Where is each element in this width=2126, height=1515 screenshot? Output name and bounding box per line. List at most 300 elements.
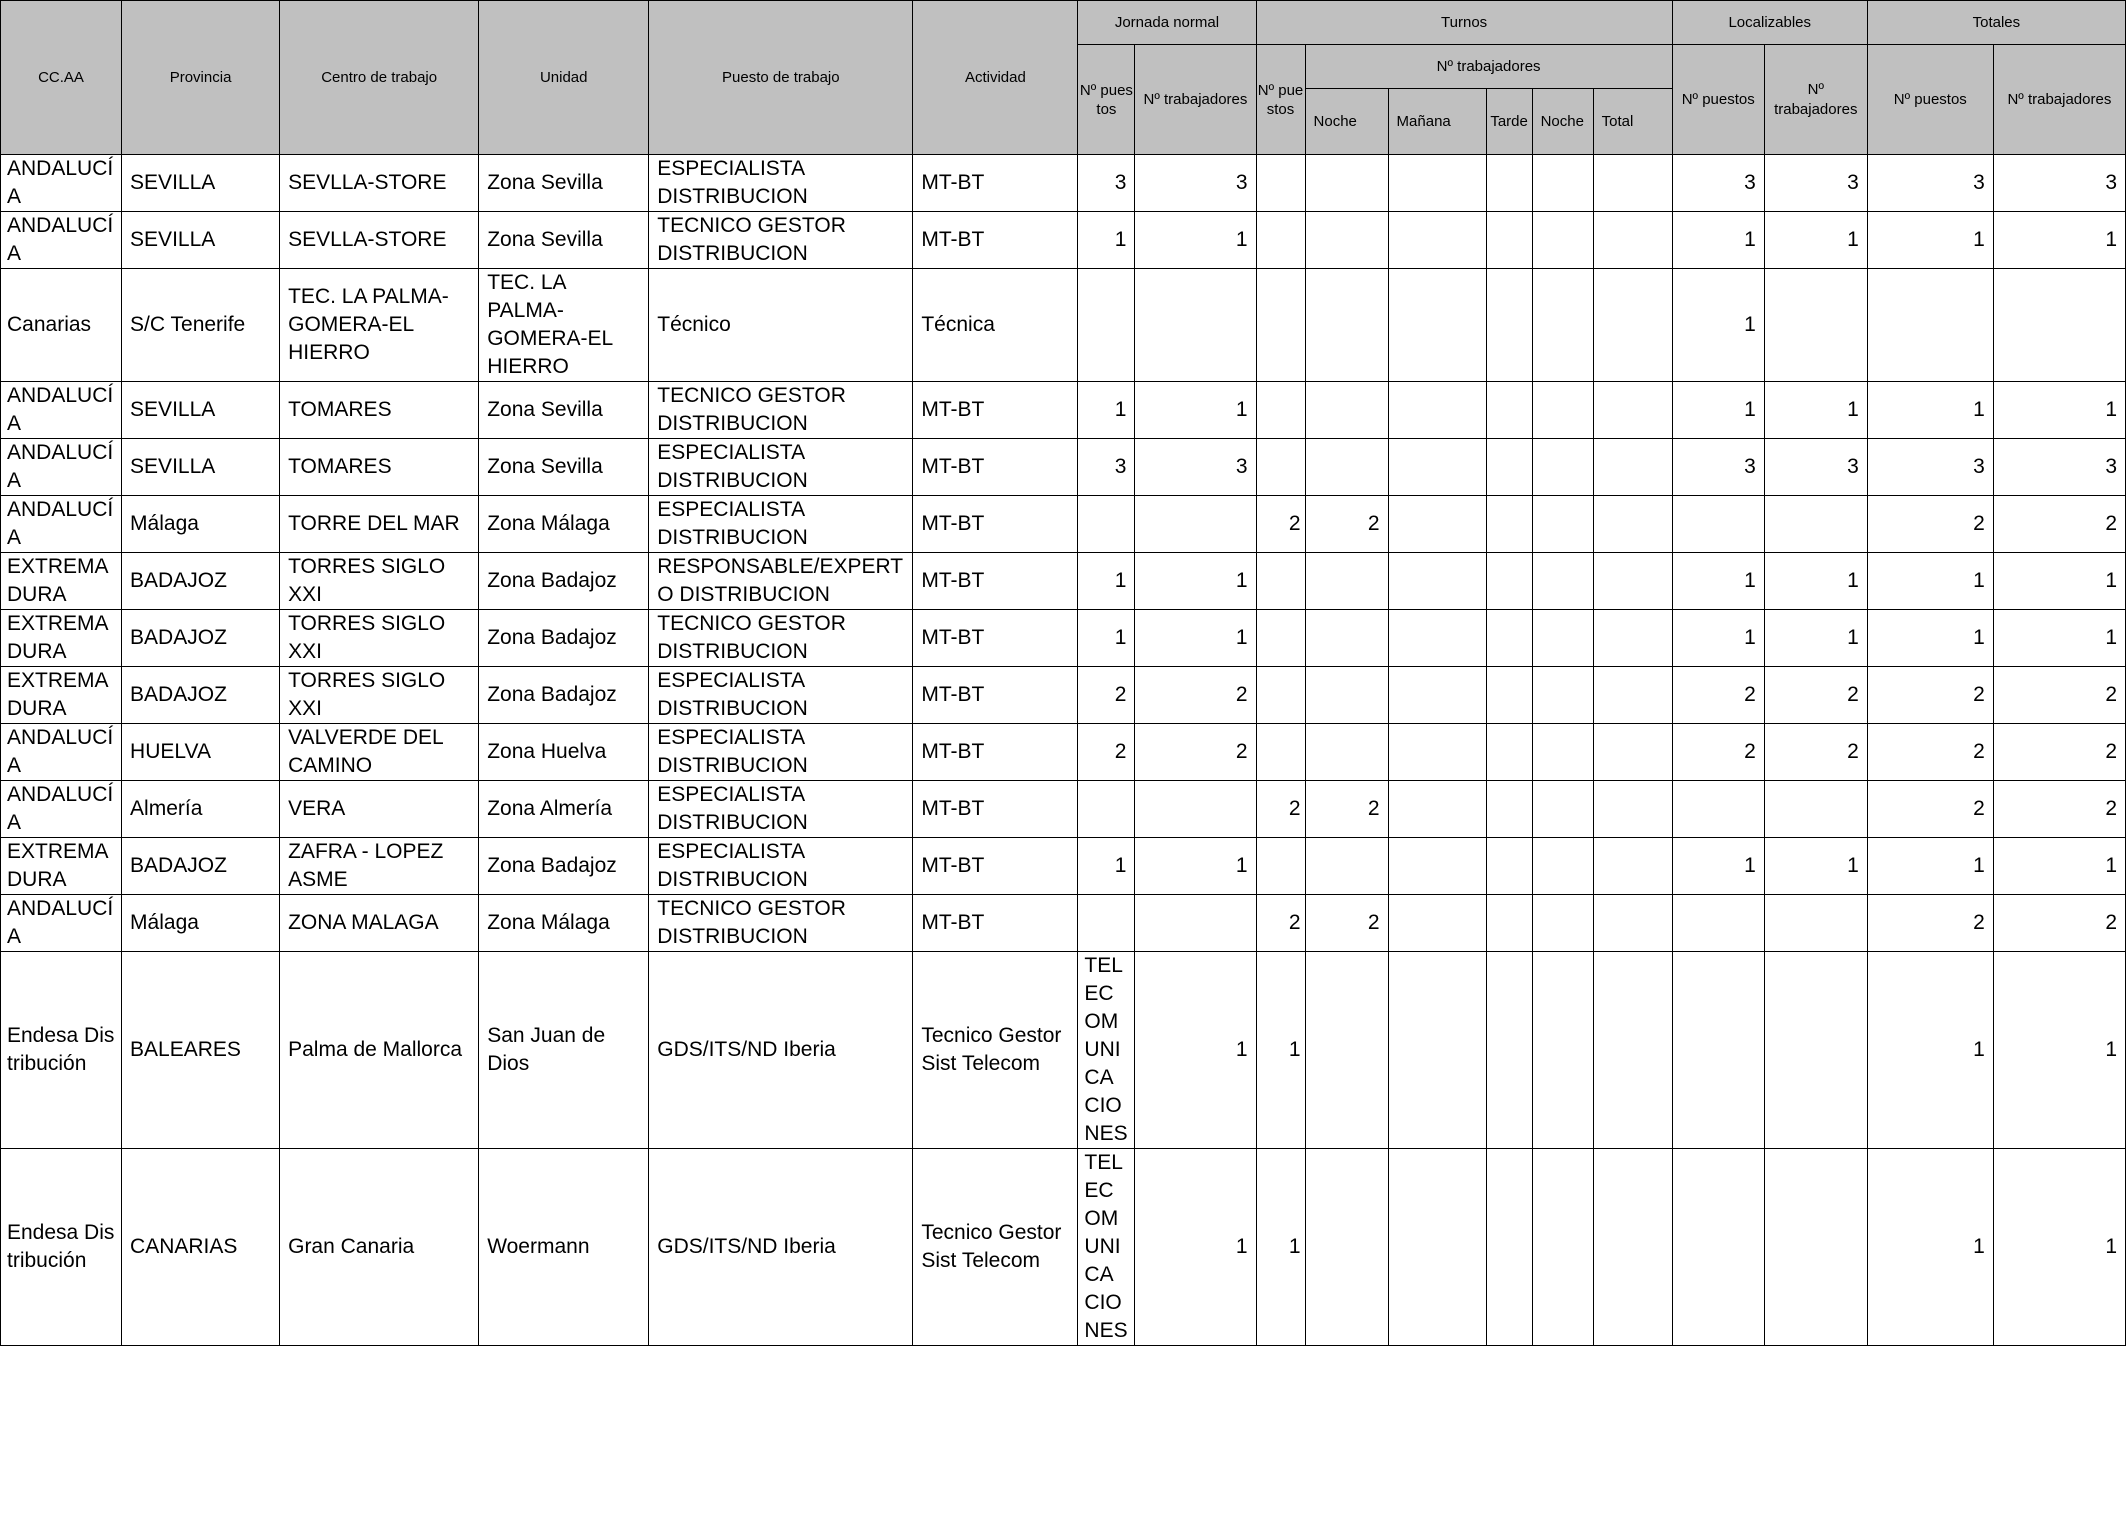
cell-turnos-puestos [1256,212,1305,269]
cell-actividad: MT-BT [913,553,1078,610]
cell-jn-puestos: TELECOMUNICACIONES [1078,1149,1135,1346]
cell-turnos-manana [1388,838,1486,895]
cell-turnos-noche-2 [1532,439,1593,496]
cell-turnos-noche [1305,553,1388,610]
cell-turnos-noche-2 [1532,382,1593,439]
table-row [1,838,2126,895]
cell-loc-puestos: 1 [1672,382,1764,439]
cell-loc-trabajadores [1764,781,1867,838]
header-tarde: Tarde [1486,89,1532,155]
cell-tot-puestos: 2 [1867,724,1993,781]
cell-tot-trabajadores: 1 [1993,212,2125,269]
cell-loc-trabajadores: 3 [1764,439,1867,496]
cell-loc-puestos: 1 [1672,269,1764,382]
cell-turnos-noche-2 [1532,269,1593,382]
cell-turnos-noche-2 [1532,496,1593,553]
cell-tot-puestos: 1 [1867,838,1993,895]
header-jornada-normal: Jornada normal [1078,1,1256,45]
cell-turnos-noche [1305,838,1388,895]
cell-turnos-tarde [1486,1149,1532,1346]
cell-turnos-manana [1388,667,1486,724]
cell-tot-trabajadores [1993,269,2125,382]
cell-unidad: Zona Sevilla [479,382,649,439]
table-body [1,155,2126,1346]
cell-turnos-noche-2 [1532,667,1593,724]
cell-centro: TEC. LA PALMA-GOMERA-EL HIERRO [280,269,479,382]
cell-loc-trabajadores [1764,496,1867,553]
cell-turnos-manana [1388,781,1486,838]
cell-turnos-tarde [1486,610,1532,667]
header-total: Total [1593,89,1672,155]
cell-turnos-puestos: 2 [1256,781,1305,838]
cell-actividad: MT-BT [913,895,1078,952]
cell-ccaa: EXTREMADURA [1,838,122,895]
cell-unidad: Zona Badajoz [479,838,649,895]
header-noche: Noche [1305,89,1388,155]
table-row [1,382,2126,439]
cell-tot-trabajadores: 2 [1993,724,2125,781]
cell-turnos-noche [1305,724,1388,781]
cell-loc-puestos: 1 [1672,553,1764,610]
header-noche-2: Noche [1532,89,1593,155]
cell-actividad: MT-BT [913,838,1078,895]
table-row [1,781,2126,838]
cell-puesto: ESPECIALISTA DISTRIBUCION [649,667,913,724]
cell-provincia: BADAJOZ [122,610,280,667]
cell-ccaa: ANDALUCÍA [1,155,122,212]
cell-turnos-total [1593,895,1672,952]
cell-centro: TOMARES [280,382,479,439]
cell-turnos-noche [1305,610,1388,667]
table-row [1,439,2126,496]
table-row [1,610,2126,667]
cell-provincia: HUELVA [122,724,280,781]
cell-loc-trabajadores [1764,952,1867,1149]
cell-jn-trabajadores: 1 [1135,212,1256,269]
header-puesto: Puesto de trabajo [649,1,913,155]
cell-jn-puestos: 1 [1078,382,1135,439]
cell-actividad: MT-BT [913,439,1078,496]
table-row [1,895,2126,952]
cell-turnos-noche-2 [1532,724,1593,781]
cell-turnos-tarde [1486,952,1532,1149]
cell-jn-trabajadores: 2 [1135,724,1256,781]
cell-loc-trabajadores: 1 [1764,838,1867,895]
cell-ccaa: ANDALUCÍA [1,781,122,838]
cell-turnos-total [1593,155,1672,212]
cell-turnos-total [1593,838,1672,895]
cell-jn-trabajadores: 1 [1135,952,1256,1149]
cell-tot-puestos: 2 [1867,667,1993,724]
cell-turnos-manana [1388,553,1486,610]
cell-turnos-total [1593,952,1672,1149]
cell-puesto: ESPECIALISTA DISTRIBUCION [649,155,913,212]
table-row [1,553,2126,610]
cell-provincia: CANARIAS [122,1149,280,1346]
cell-provincia: Málaga [122,496,280,553]
cell-loc-puestos: 2 [1672,667,1764,724]
header-totales: Totales [1867,1,2125,45]
cell-centro: Gran Canaria [280,1149,479,1346]
cell-tot-puestos: 1 [1867,952,1993,1149]
cell-ccaa: EXTREMADURA [1,553,122,610]
table-row [1,1149,2126,1346]
cell-loc-trabajadores: 1 [1764,212,1867,269]
cell-ccaa: ANDALUCÍA [1,382,122,439]
cell-tot-trabajadores: 2 [1993,667,2125,724]
header-manana: Mañana [1388,89,1486,155]
cell-centro: TORRES SIGLO XXI [280,610,479,667]
cell-tot-trabajadores: 2 [1993,496,2125,553]
cell-turnos-noche-2 [1532,155,1593,212]
cell-tot-trabajadores: 1 [1993,1149,2125,1346]
cell-loc-trabajadores: 2 [1764,667,1867,724]
cell-turnos-tarde [1486,724,1532,781]
cell-provincia: BALEARES [122,952,280,1149]
cell-tot-puestos: 3 [1867,439,1993,496]
cell-tot-puestos: 1 [1867,1149,1993,1346]
cell-turnos-tarde [1486,895,1532,952]
cell-actividad: Tecnico Gestor Sist Telecom [913,952,1078,1149]
cell-actividad: MT-BT [913,610,1078,667]
cell-turnos-tarde [1486,155,1532,212]
cell-actividad: Técnica [913,269,1078,382]
cell-jn-trabajadores [1135,269,1256,382]
cell-actividad: MT-BT [913,496,1078,553]
cell-centro: SEVLLA-STORE [280,155,479,212]
cell-turnos-total [1593,496,1672,553]
cell-tot-puestos: 1 [1867,382,1993,439]
cell-actividad: MT-BT [913,724,1078,781]
cell-ccaa: ANDALUCÍA [1,724,122,781]
cell-tot-trabajadores: 2 [1993,781,2125,838]
cell-unidad: Zona Málaga [479,496,649,553]
header-unidad: Unidad [479,1,649,155]
table-row [1,496,2126,553]
table-row [1,667,2126,724]
cell-loc-puestos: 1 [1672,610,1764,667]
header-turnos-trabajadores: Nº trabajadores [1305,45,1672,89]
cell-provincia: SEVILLA [122,212,280,269]
cell-turnos-noche [1305,439,1388,496]
cell-turnos-total [1593,382,1672,439]
cell-ccaa: ANDALUCÍA [1,496,122,553]
header-tot-puestos: Nº puestos [1867,45,1993,155]
cell-turnos-puestos [1256,155,1305,212]
cell-provincia: S/C Tenerife [122,269,280,382]
cell-centro: TORRE DEL MAR [280,496,479,553]
cell-jn-trabajadores: 3 [1135,155,1256,212]
cell-tot-puestos: 2 [1867,895,1993,952]
cell-loc-trabajadores: 1 [1764,610,1867,667]
cell-provincia: Málaga [122,895,280,952]
cell-jn-trabajadores: 1 [1135,553,1256,610]
cell-loc-puestos [1672,895,1764,952]
cell-tot-puestos: 3 [1867,155,1993,212]
cell-turnos-puestos: 2 [1256,895,1305,952]
cell-turnos-manana [1388,155,1486,212]
cell-tot-puestos [1867,269,1993,382]
cell-turnos-noche-2 [1532,781,1593,838]
cell-ccaa: Endesa Distribución [1,1149,122,1346]
cell-turnos-tarde [1486,838,1532,895]
cell-tot-trabajadores: 3 [1993,155,2125,212]
cell-turnos-tarde [1486,667,1532,724]
cell-turnos-total [1593,269,1672,382]
cell-turnos-tarde [1486,439,1532,496]
cell-turnos-noche [1305,382,1388,439]
cell-loc-trabajadores: 3 [1764,155,1867,212]
header-jn-puestos: Nº puestos [1078,45,1135,155]
cell-jn-puestos [1078,895,1135,952]
cell-loc-trabajadores: 2 [1764,724,1867,781]
cell-provincia: SEVILLA [122,439,280,496]
cell-turnos-tarde [1486,212,1532,269]
cell-tot-trabajadores: 1 [1993,553,2125,610]
cell-turnos-noche: 2 [1305,496,1388,553]
cell-turnos-tarde [1486,781,1532,838]
cell-ccaa: ANDALUCÍA [1,439,122,496]
header-localizables: Localizables [1672,1,1867,45]
cell-loc-trabajadores: 1 [1764,382,1867,439]
cell-loc-puestos [1672,1149,1764,1346]
cell-turnos-noche-2 [1532,610,1593,667]
cell-jn-trabajadores: 1 [1135,382,1256,439]
cell-centro: ZONA MALAGA [280,895,479,952]
cell-unidad: Zona Badajoz [479,667,649,724]
cell-centro: SEVLLA-STORE [280,212,479,269]
cell-ccaa: ANDALUCÍA [1,212,122,269]
cell-loc-trabajadores [1764,1149,1867,1346]
cell-jn-puestos: 1 [1078,610,1135,667]
cell-ccaa: EXTREMADURA [1,667,122,724]
cell-puesto: TECNICO GESTOR DISTRIBUCION [649,895,913,952]
cell-puesto: RESPONSABLE/EXPERTO DISTRIBUCION [649,553,913,610]
cell-tot-puestos: 1 [1867,553,1993,610]
cell-loc-puestos [1672,781,1764,838]
cell-turnos-puestos [1256,439,1305,496]
cell-tot-trabajadores: 1 [1993,952,2125,1149]
cell-turnos-noche: 2 [1305,781,1388,838]
cell-loc-puestos [1672,952,1764,1149]
cell-turnos-manana [1388,496,1486,553]
cell-actividad: Tecnico Gestor Sist Telecom [913,1149,1078,1346]
cell-unidad: Zona Sevilla [479,212,649,269]
cell-unidad: Woermann [479,1149,649,1346]
cell-tot-trabajadores: 1 [1993,610,2125,667]
cell-puesto: TECNICO GESTOR DISTRIBUCION [649,212,913,269]
cell-unidad: Zona Badajoz [479,610,649,667]
cell-turnos-noche [1305,269,1388,382]
cell-loc-puestos: 3 [1672,155,1764,212]
cell-unidad: Zona Almería [479,781,649,838]
cell-jn-puestos: 3 [1078,439,1135,496]
cell-jn-trabajadores: 1 [1135,610,1256,667]
header-tot-trabajadores: Nº trabajadores [1993,45,2125,155]
table-row [1,269,2126,382]
cell-turnos-puestos: 2 [1256,496,1305,553]
header-centro: Centro de trabajo [280,1,479,155]
cell-puesto: Técnico [649,269,913,382]
cell-jn-trabajadores [1135,496,1256,553]
cell-jn-puestos [1078,269,1135,382]
cell-loc-puestos: 1 [1672,212,1764,269]
cell-unidad: San Juan de Dios [479,952,649,1149]
cell-centro: VERA [280,781,479,838]
cell-turnos-puestos: 1 [1256,952,1305,1149]
cell-turnos-manana [1388,212,1486,269]
cell-provincia: SEVILLA [122,155,280,212]
cell-puesto: TECNICO GESTOR DISTRIBUCION [649,610,913,667]
cell-loc-puestos [1672,496,1764,553]
cell-turnos-tarde [1486,553,1532,610]
cell-puesto: ESPECIALISTA DISTRIBUCION [649,724,913,781]
cell-provincia: BADAJOZ [122,553,280,610]
cell-turnos-noche-2 [1532,895,1593,952]
cell-turnos-manana [1388,1149,1486,1346]
cell-ccaa: EXTREMADURA [1,610,122,667]
cell-turnos-noche-2 [1532,553,1593,610]
cell-jn-puestos: 1 [1078,553,1135,610]
header-loc-trabajadores: Nº trabajadores [1764,45,1867,155]
header-turnos-puestos: Nº puestos [1256,45,1305,155]
cell-turnos-total [1593,781,1672,838]
cell-unidad: Zona Sevilla [479,439,649,496]
cell-centro: VALVERDE DEL CAMINO [280,724,479,781]
cell-jn-trabajadores: 1 [1135,1149,1256,1346]
cell-jn-puestos: 2 [1078,724,1135,781]
cell-turnos-tarde [1486,269,1532,382]
cell-puesto: ESPECIALISTA DISTRIBUCION [649,439,913,496]
cell-loc-puestos: 1 [1672,838,1764,895]
cell-turnos-manana [1388,382,1486,439]
cell-jn-puestos: TELECOMUNICACIONES [1078,952,1135,1149]
cell-turnos-noche [1305,952,1388,1149]
cell-turnos-noche-2 [1532,952,1593,1149]
table-row [1,155,2126,212]
cell-jn-puestos: 1 [1078,212,1135,269]
table-row [1,952,2126,1149]
cell-tot-trabajadores: 2 [1993,895,2125,952]
cell-tot-puestos: 2 [1867,781,1993,838]
header-actividad: Actividad [913,1,1078,155]
cell-turnos-manana [1388,895,1486,952]
cell-jn-puestos: 1 [1078,838,1135,895]
cell-actividad: MT-BT [913,212,1078,269]
cell-unidad: TEC. LA PALMA-GOMERA-EL HIERRO [479,269,649,382]
cell-turnos-manana [1388,724,1486,781]
cell-turnos-noche [1305,212,1388,269]
cell-turnos-manana [1388,269,1486,382]
cell-turnos-total [1593,724,1672,781]
cell-ccaa: Canarias [1,269,122,382]
cell-unidad: Zona Badajoz [479,553,649,610]
cell-provincia: BADAJOZ [122,667,280,724]
cell-centro: ZAFRA - LOPEZ ASME [280,838,479,895]
header-turnos: Turnos [1256,1,1672,45]
cell-turnos-manana [1388,439,1486,496]
cell-jn-puestos [1078,781,1135,838]
cell-unidad: Zona Málaga [479,895,649,952]
cell-tot-puestos: 1 [1867,212,1993,269]
cell-jn-trabajadores [1135,781,1256,838]
header-ccaa: CC.AA [1,1,122,155]
cell-centro: TOMARES [280,439,479,496]
cell-turnos-puestos [1256,610,1305,667]
table-row [1,212,2126,269]
cell-turnos-tarde [1486,382,1532,439]
cell-jn-trabajadores [1135,895,1256,952]
cell-turnos-noche-2 [1532,212,1593,269]
cell-puesto: TECNICO GESTOR DISTRIBUCION [649,382,913,439]
cell-tot-puestos: 1 [1867,610,1993,667]
cell-jn-puestos [1078,496,1135,553]
table-row [1,724,2126,781]
cell-turnos-noche-2 [1532,1149,1593,1346]
cell-puesto: GDS/ITS/ND Iberia [649,1149,913,1346]
cell-puesto: ESPECIALISTA DISTRIBUCION [649,781,913,838]
cell-unidad: Zona Sevilla [479,155,649,212]
cell-tot-trabajadores: 1 [1993,382,2125,439]
cell-centro: Palma de Mallorca [280,952,479,1149]
cell-turnos-total [1593,610,1672,667]
cell-turnos-puestos [1256,382,1305,439]
cell-unidad: Zona Huelva [479,724,649,781]
cell-turnos-manana [1388,610,1486,667]
cell-actividad: MT-BT [913,155,1078,212]
cell-turnos-total [1593,553,1672,610]
cell-turnos-puestos [1256,667,1305,724]
cell-loc-trabajadores [1764,895,1867,952]
cell-actividad: MT-BT [913,667,1078,724]
cell-centro: TORRES SIGLO XXI [280,667,479,724]
cell-turnos-puestos [1256,269,1305,382]
cell-turnos-total [1593,667,1672,724]
cell-provincia: Almería [122,781,280,838]
cell-loc-trabajadores: 1 [1764,553,1867,610]
cell-jn-puestos: 2 [1078,667,1135,724]
cell-turnos-noche: 2 [1305,895,1388,952]
cell-turnos-puestos [1256,724,1305,781]
cell-turnos-puestos: 1 [1256,1149,1305,1346]
cell-turnos-total [1593,1149,1672,1346]
cell-turnos-noche-2 [1532,838,1593,895]
cell-turnos-noche [1305,1149,1388,1346]
cell-puesto: ESPECIALISTA DISTRIBUCION [649,838,913,895]
cell-actividad: MT-BT [913,382,1078,439]
cell-jn-trabajadores: 2 [1135,667,1256,724]
cell-loc-puestos: 2 [1672,724,1764,781]
cell-turnos-noche [1305,155,1388,212]
header-provincia: Provincia [122,1,280,155]
cell-tot-trabajadores: 1 [1993,838,2125,895]
cell-turnos-manana [1388,952,1486,1149]
cell-centro: TORRES SIGLO XXI [280,553,479,610]
cell-tot-trabajadores: 3 [1993,439,2125,496]
cell-turnos-noche [1305,667,1388,724]
cell-turnos-tarde [1486,496,1532,553]
cell-provincia: SEVILLA [122,382,280,439]
cell-loc-puestos: 3 [1672,439,1764,496]
cell-puesto: GDS/ITS/ND Iberia [649,952,913,1149]
cell-actividad: MT-BT [913,781,1078,838]
cell-turnos-puestos [1256,838,1305,895]
cell-turnos-puestos [1256,553,1305,610]
header-jn-trabajadores: Nº trabajadores [1135,45,1256,155]
cell-provincia: BADAJOZ [122,838,280,895]
cell-puesto: ESPECIALISTA DISTRIBUCION [649,496,913,553]
cell-ccaa: Endesa Distribución [1,952,122,1149]
